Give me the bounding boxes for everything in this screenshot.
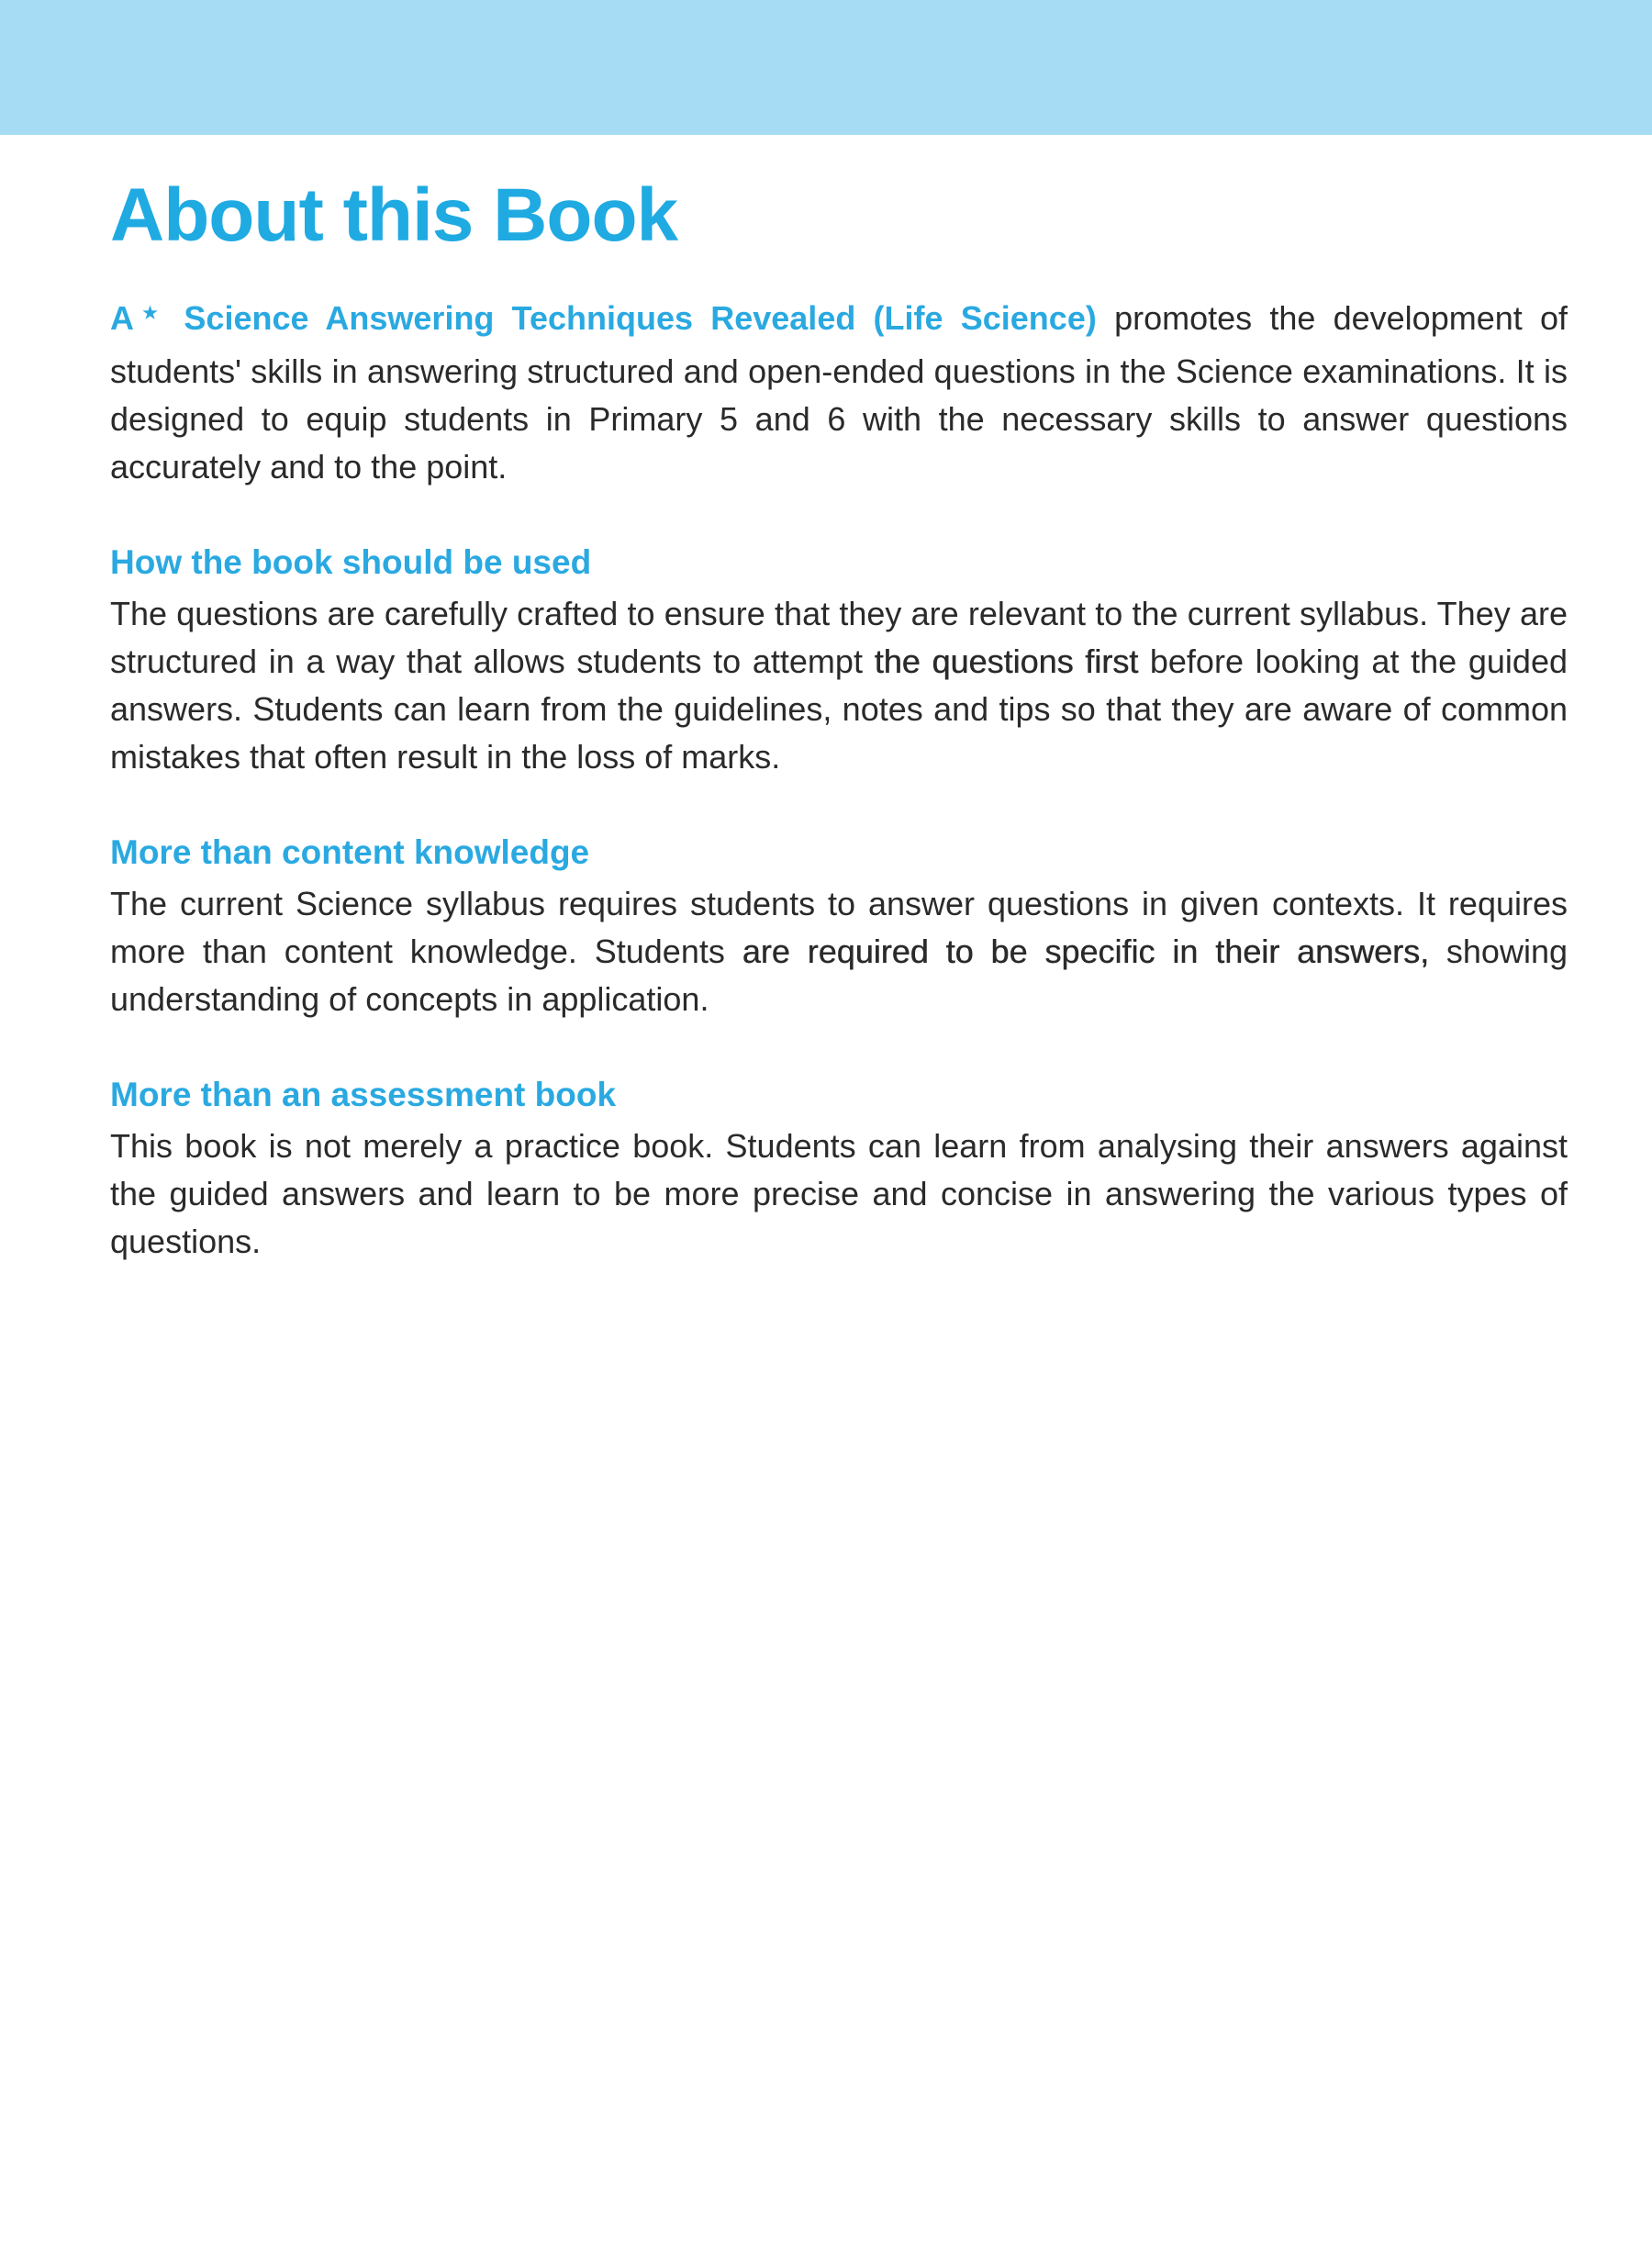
section-body-content-knowledge <box>110 880 1568 1023</box>
page-content <box>110 135 1568 1266</box>
header-band <box>0 0 1652 135</box>
book-title-lead <box>110 299 1097 337</box>
book-title-lead-rest: Science Answering Techniques Revealed (Life Science) <box>166 299 1097 337</box>
star-icon: ★ <box>134 303 167 323</box>
section-text: The current Science syllabus requires students to answer questions in given contexts. It requires more than content knowledge. Students <box>110 885 1568 970</box>
section-body-usage <box>110 590 1568 781</box>
page-title: About this Book <box>110 173 678 257</box>
section-text: This book is not merely a practice book. Students can learn from analysing their answers against the guided answers and learn to be more precise and concise in answering the various types of questions. <box>110 1127 1568 1260</box>
section-heading-content-knowledge: More than content knowledge <box>110 833 590 871</box>
book-title-lead-base: A <box>110 299 134 337</box>
intro-paragraph <box>110 295 1568 491</box>
section-heading-assessment-book: More than an assessment book <box>110 1076 617 1113</box>
section-text: before looking at the guided answers. Students can learn from the guidelines, notes and tips so that they are aware of common mistakes that often result in the loss of marks. <box>110 642 1568 776</box>
emphasized-text: are required to be specific in their answers, <box>742 933 1430 970</box>
emphasized-text: the questions first <box>874 642 1139 680</box>
section-body-assessment-book <box>110 1122 1568 1266</box>
section-text: showing understanding of concepts in application. <box>110 933 1568 1018</box>
section-text: The questions are carefully crafted to ensure that they are relevant to the current syllabus. They are structured in a way that allows students to attempt <box>110 595 1568 680</box>
intro-text: promotes the development of students' skills in answering structured and open-ended questions in the Science examinations. It is designed to equip students in Primary 5 and 6 with the necessary skills to answer questions accurately and to the point. <box>110 299 1568 486</box>
section-heading-usage: How the book should be used <box>110 543 592 581</box>
